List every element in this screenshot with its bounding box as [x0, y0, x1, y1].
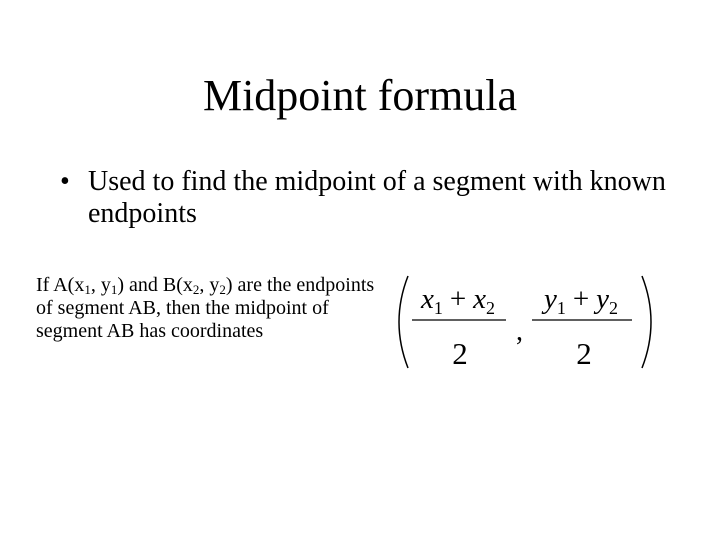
bullet-item [60, 166, 680, 230]
formula-graphic [388, 270, 660, 374]
explanation-text: ) are the endpoints of segment AB, then the midpoint of segment AB has coordinates [36, 274, 375, 342]
midpoint-explanation [36, 274, 386, 343]
subscript: 2 [192, 282, 200, 297]
subscript: 1 [84, 282, 91, 297]
explanation-text: , y [90, 274, 111, 296]
explanation-text: , y [199, 274, 220, 296]
left-parenthesis [399, 276, 408, 368]
subscript: 2 [219, 282, 226, 297]
explanation-text: ) and B(x [117, 274, 193, 296]
left-numerator: $x_1 + x_2$ [420, 283, 496, 318]
midpoint-formula [388, 270, 660, 374]
right-numerator: $y_1 + y_2$ [543, 283, 619, 318]
bullet-icon: • [60, 166, 70, 197]
slide-title: Midpoint formula [202, 71, 518, 120]
right-denominator: 2 [576, 336, 592, 371]
right-parenthesis [642, 276, 651, 368]
explanation-text: If A(x [36, 274, 85, 296]
bullet-text: Used to find the midpoint of a segment with known endpoints [88, 166, 666, 229]
left-denominator: 2 [452, 336, 468, 371]
subscript: 1 [110, 282, 118, 297]
comma-separator: , [516, 316, 523, 347]
